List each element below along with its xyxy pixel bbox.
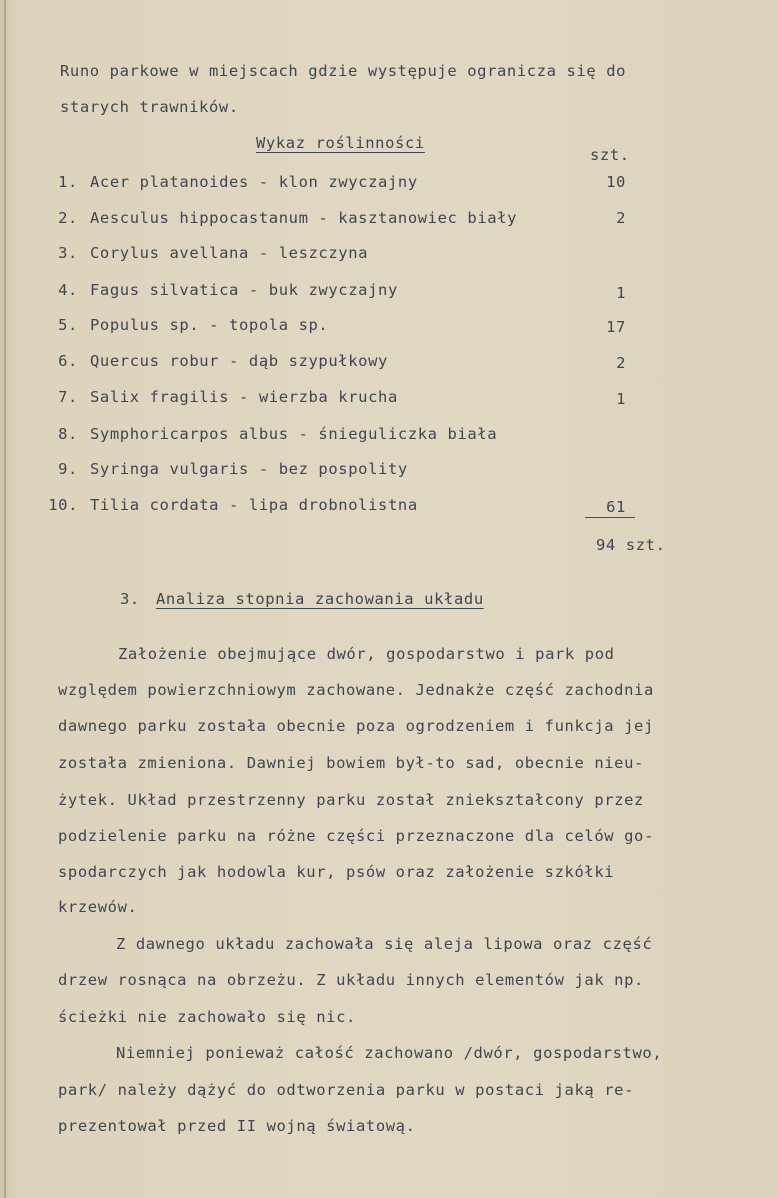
paragraph-line: dawnego parku została obecnie poza ogrodzeniem i funkcja jej [58,717,654,735]
paragraph-line: park/ należy dążyć do odtworzenia parku w postaci jaką re- [58,1081,635,1099]
item-name: Fagus silvatica - buk zwyczajny [90,281,398,299]
paragraph-line: żytek. Układ przestrzenny parku został zniekształcony przez [58,791,644,809]
item-name: Populus sp. - topola sp. [90,316,329,334]
item-number: 4. [58,281,78,299]
item-number: 7. [58,388,78,406]
item-number: 6. [58,352,78,370]
paragraph-line: podzielenie parku na różne części przeznaczone dla celów go- [58,827,654,845]
item-name: Symphoricarpos albus - śnieguliczka biała [90,425,498,443]
item-count: 1 [616,284,626,302]
paragraph-line: prezentował przed II wojną światową. [58,1117,416,1135]
item-count: 10 [606,173,626,191]
item-count: 2 [616,209,626,227]
sum-rule [585,517,635,518]
paragraph-line: Założenie obejmujące dwór, gospodarstwo i park pod [118,645,615,663]
item-name: Aesculus hippocastanum - kasztanowiec biały [90,209,518,227]
paragraph-line: Z dawnego układu zachowała się aleja lipowa oraz część [116,935,653,953]
item-count: 17 [606,318,626,336]
unit-header: szt. [590,146,630,164]
item-name: Tilia cordata - lipa drobnolistna [90,496,418,514]
paragraph-line: względem powierzchniowym zachowane. Jednakże część zachodnia [58,681,654,699]
item-name: Salix fragilis - wierzba krucha [90,388,398,406]
section-number: 3. [120,590,140,608]
item-number: 1. [58,173,78,191]
paragraph-line: drzew rosnąca na obrzeżu. Z układu innych elementów jak np. [58,971,644,989]
item-name: Syringa vulgaris - bez pospolity [90,460,408,478]
item-number: 10. [48,496,78,514]
paragraph-line: została zmieniona. Dawniej bowiem był-to sad, obecnie nieu- [58,754,644,772]
item-name: Quercus robur - dąb szypułkowy [90,352,388,370]
paragraph-line: spodarczych jak hodowla kur, psów oraz założenie szkółki [58,863,615,881]
plant-list-title: Wykaz roślinności [256,134,425,152]
paragraph-line: krzewów. [58,898,138,916]
intro-line-2: starych trawników. [60,98,239,116]
item-number: 2. [58,209,78,227]
intro-line-1: Runo parkowe w miejscach gdzie występuje ogranicza się do [60,62,627,80]
paragraph-line: Niemniej ponieważ całość zachowano /dwór, gospodarstwo, [116,1044,663,1062]
item-number: 3. [58,244,78,262]
list-total: 94 szt. [596,536,666,554]
section-title: Analiza stopnia zachowania układu [156,590,484,608]
item-count: 61 [606,498,626,516]
item-number: 8. [58,425,78,443]
item-count: 1 [616,390,626,408]
item-name: Corylus avellana - leszczyna [90,244,369,262]
item-count: 2 [616,354,626,372]
paragraph-line: ścieżki nie zachowało się nic. [58,1008,356,1026]
item-name: Acer platanoides - klon zwyczajny [90,173,418,191]
item-number: 5. [58,316,78,334]
page-binding-edge [4,0,6,1198]
item-number: 9. [58,460,78,478]
